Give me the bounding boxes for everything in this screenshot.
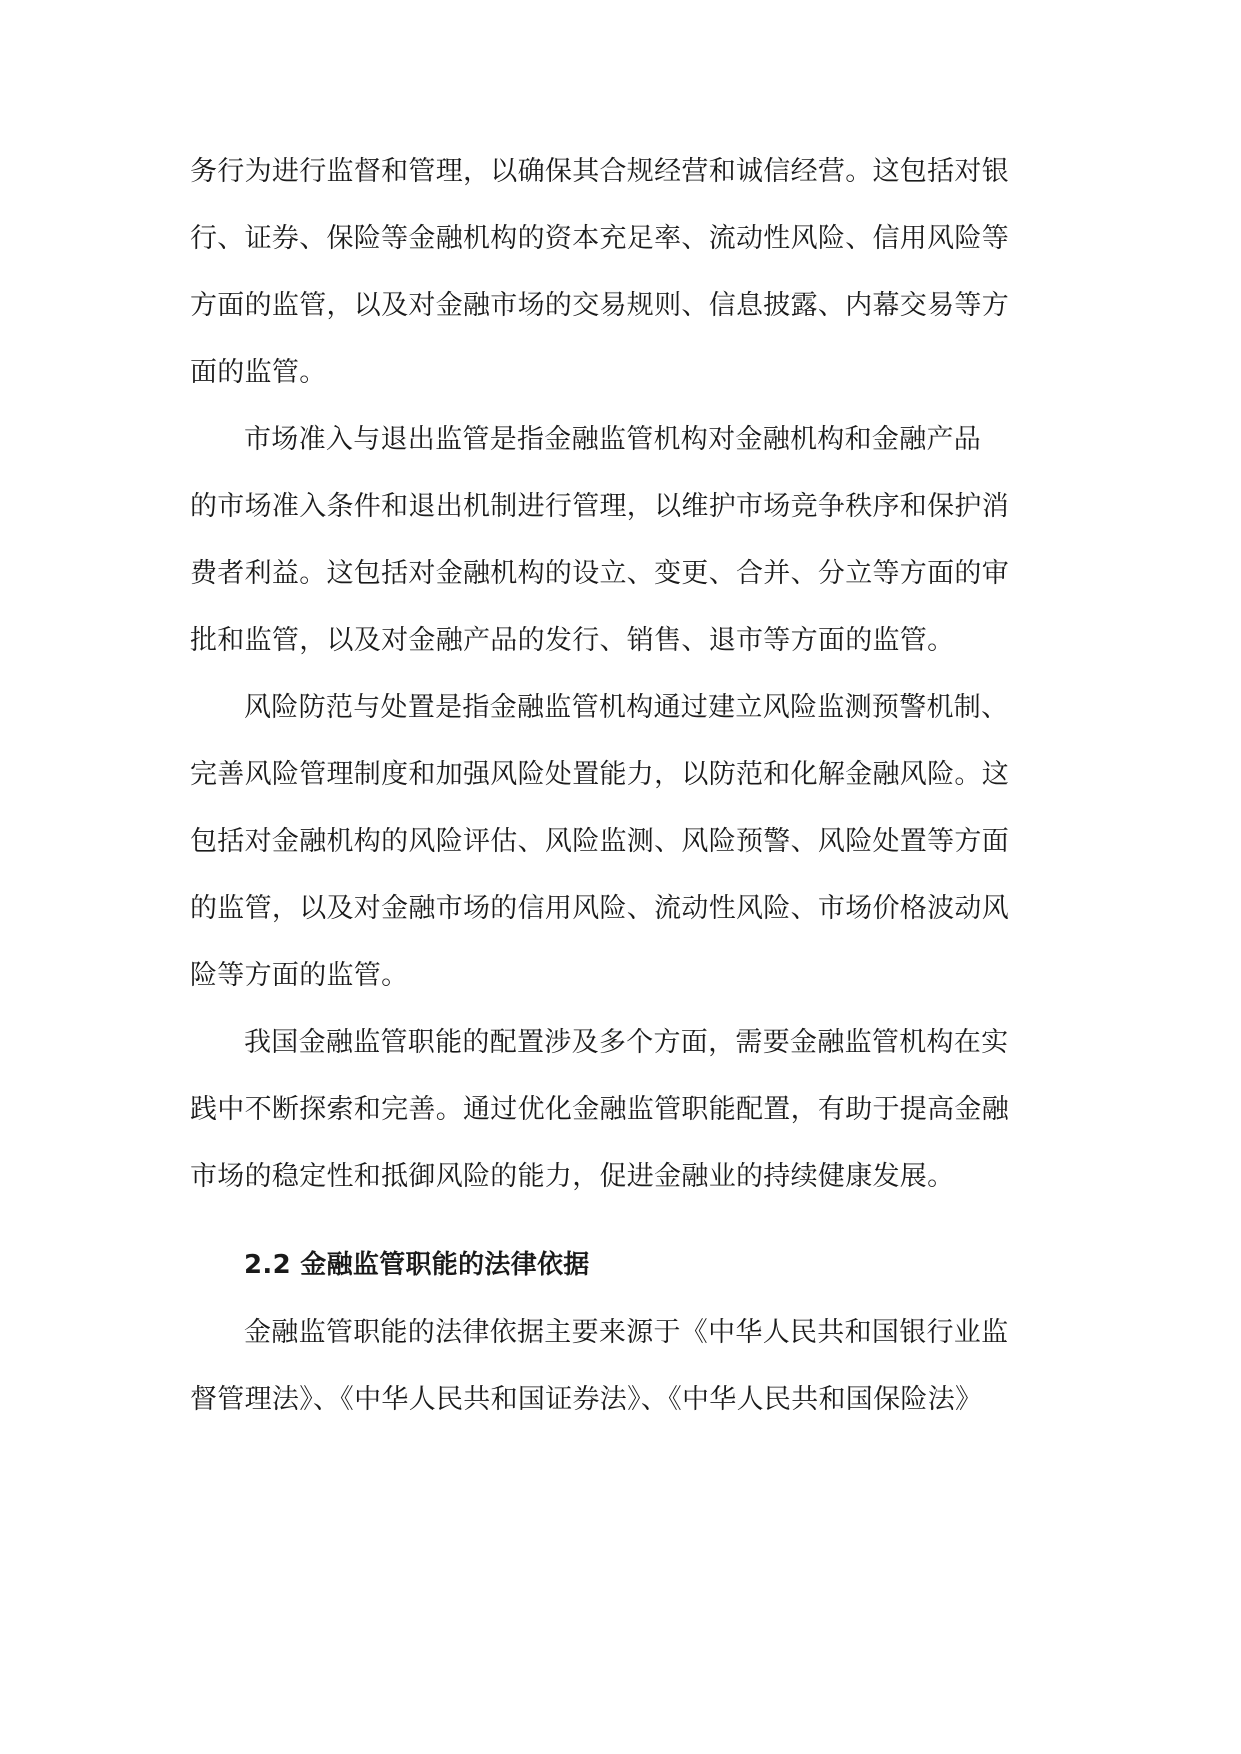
- paragraph-risk-prevention: [190, 674, 1060, 1009]
- text-line: 的监管，以及对金融市场的信用风险、流动性风险、市场价格波动风: [190, 893, 1009, 924]
- paragraph-market-entry-exit: [190, 406, 1060, 674]
- text-line: 行、证券、保险等金融机构的资本充足率、流动性风险、信用风险等: [190, 223, 1009, 254]
- text-line: 批和监管，以及对金融产品的发行、销售、退市等方面的监管。: [190, 625, 955, 656]
- text-line: 费者利益。这包括对金融机构的设立、变更、合并、分立等方面的审: [190, 558, 1009, 589]
- text-line: 市场的稳定性和抵御风险的能力，促进金融业的持续健康发展。: [190, 1161, 955, 1192]
- text-line: 完善风险管理制度和加强风险处置能力，以防范和化解金融风险。这: [190, 759, 1009, 790]
- document-body: [190, 138, 1060, 1433]
- text-line: 方面的监管，以及对金融市场的交易规则、信息披露、内幕交易等方: [190, 290, 1009, 321]
- paragraph-supervision-continued: [190, 138, 1060, 406]
- text-line: 风险防范与处置是指金融监管机构通过建立风险监测预警机制、: [244, 692, 1009, 723]
- section-heading: 2.2 金融监管职能的法律依据: [244, 1250, 590, 1280]
- paragraph-legal-basis: [190, 1299, 1060, 1433]
- paragraph-summary: [190, 1009, 1060, 1210]
- text-line: 金融监管职能的法律依据主要来源于《中华人民共和国银行业监: [244, 1317, 1009, 1348]
- text-line: 市场准入与退出监管是指金融监管机构对金融机构和金融产品: [244, 424, 982, 455]
- text-line: 督管理法》、《中华人民共和国证券法》、《中华人民共和国保险法》: [190, 1384, 983, 1415]
- text-line: 我国金融监管职能的配置涉及多个方面，需要金融监管机构在实: [244, 1027, 1009, 1058]
- text-line: 面的监管。: [190, 357, 327, 388]
- text-line: 务行为进行监督和管理，以确保其合规经营和诚信经营。这包括对银: [190, 156, 1009, 187]
- text-line: 践中不断探索和完善。通过优化金融监管职能配置，有助于提高金融: [190, 1094, 1009, 1125]
- text-line: 包括对金融机构的风险评估、风险监测、风险预警、风险处置等方面: [190, 826, 1009, 857]
- text-line: 险等方面的监管。: [190, 960, 409, 991]
- text-line: 的市场准入条件和退出机制进行管理，以维护市场竞争秩序和保护消: [190, 491, 1009, 522]
